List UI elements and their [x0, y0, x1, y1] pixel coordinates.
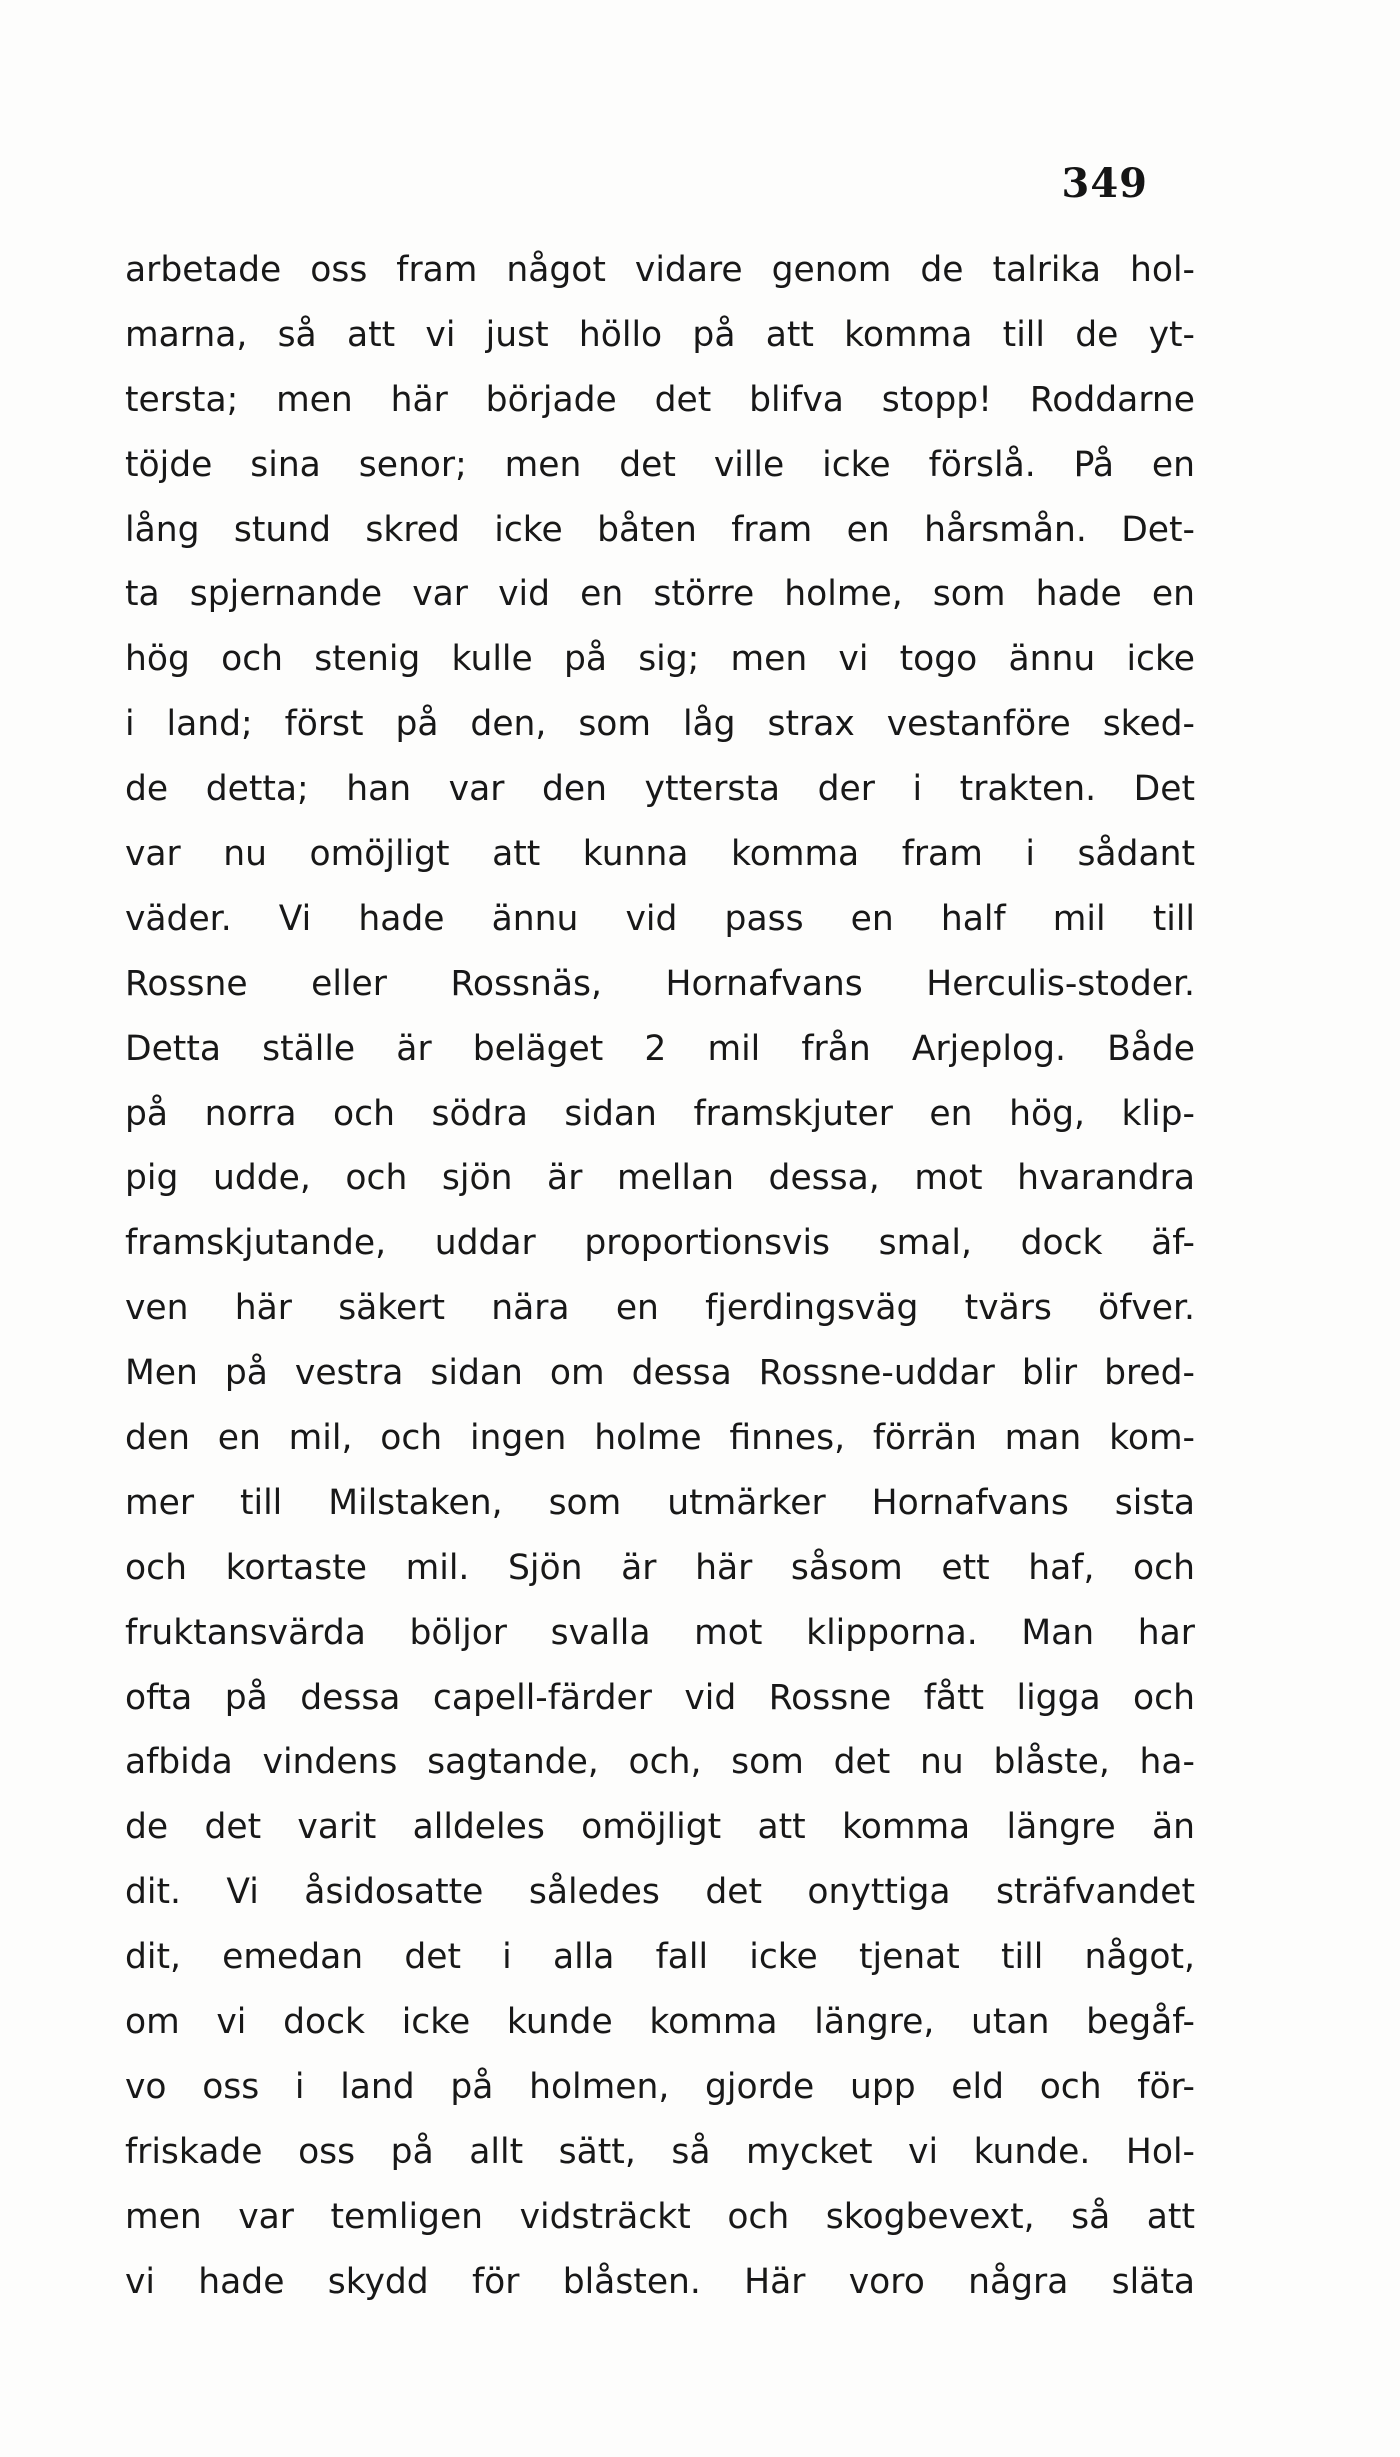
text-line: tersta; men här började det blifva stopp! Roddarne [125, 379, 1195, 420]
text-line: töjde sina senor; men det ville icke förslå. På en [125, 444, 1195, 485]
text-line: vi hade skydd för blåsten. Här voro några släta [125, 2261, 1195, 2302]
text-line: lång stund skred icke båten fram en hårsmån. Det- [125, 509, 1195, 550]
text-line: på norra och södra sidan framskjuter en hög, klip- [125, 1093, 1195, 1134]
page-number: 349 [1061, 160, 1148, 207]
text-line: ofta på dessa capell-färder vid Rossne fått ligga och [125, 1677, 1195, 1718]
text-line: mer till Milstaken, som utmärker Hornafvans sista [125, 1482, 1195, 1523]
text-line: marna, så att vi just höllo på att komma till de yt- [125, 314, 1195, 355]
text-line: väder. Vi hade ännu vid pass en half mil till [125, 898, 1195, 939]
text-line: Rossne eller Rossnäs, Hornafvans Herculis-stoder. [125, 963, 1195, 1004]
text-line: var nu omöjligt att kunna komma fram i sådant [125, 834, 1195, 875]
text-line: i land; först på den, som låg strax vestanföre sked- [125, 704, 1195, 745]
text-line: Detta ställe är beläget 2 mil från Arjeplog. Både [125, 1028, 1195, 1069]
text-line: dit, emedan det i alla fall icke tjenat till något, [125, 1937, 1195, 1978]
text-line: afbida vindens sagtande, och, som det nu blåste, ha- [125, 1742, 1195, 1783]
text-line: arbetade oss fram något vidare genom de talrika hol- [125, 250, 1195, 290]
text-line: framskjutande, uddar proportionsvis smal, dock äf- [125, 1223, 1195, 1264]
text-line: friskade oss på allt sätt, så mycket vi kunde. Hol- [125, 2131, 1195, 2172]
text-line: ven här säkert nära en fjerdingsväg tvärs öfver. [125, 1288, 1195, 1329]
text-line: de det varit alldeles omöjligt att komma längre än [125, 1807, 1195, 1848]
text-line: den en mil, och ingen holme finnes, förrän man kom- [125, 1418, 1195, 1459]
body-text [125, 238, 1195, 2315]
text-line: vo oss i land på holmen, gjorde upp eld och för- [125, 2066, 1195, 2107]
text-line: om vi dock icke kunde komma längre, utan begåf- [125, 2002, 1195, 2043]
text-line: de detta; han var den yttersta der i trakten. Det [125, 769, 1195, 810]
text-line: Men på vestra sidan om dessa Rossne-uddar blir bred- [125, 1353, 1195, 1394]
text-line: fruktansvärda böljor svalla mot klipporna. Man har [125, 1612, 1195, 1653]
text-line: ta spjernande var vid en större holme, som hade en [125, 574, 1195, 615]
text-line: hög och stenig kulle på sig; men vi togo ännu icke [125, 639, 1195, 680]
text-line: och kortaste mil. Sjön är här såsom ett haf, och [125, 1547, 1195, 1588]
text-line: men var temligen vidsträckt och skogbevext, så att [125, 2196, 1195, 2237]
text-line: dit. Vi åsidosatte således det onyttiga sträfvandet [125, 1872, 1195, 1913]
text-line: pig udde, och sjön är mellan dessa, mot hvarandra [125, 1158, 1195, 1199]
